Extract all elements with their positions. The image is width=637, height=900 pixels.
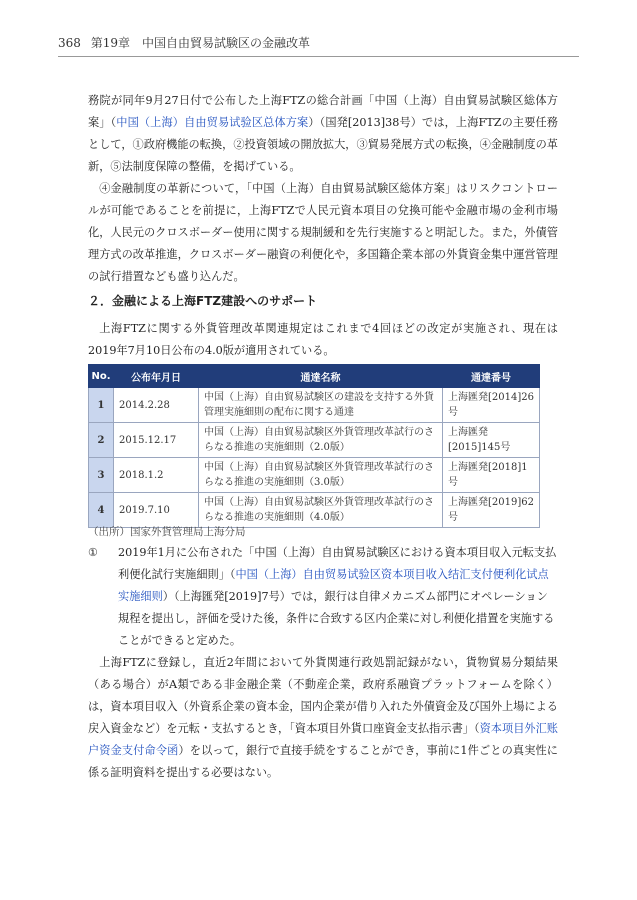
row-date: 2015.12.17	[114, 423, 199, 458]
paragraph-2: ④金融制度の革新について，「中国（上海）自由貿易試験区総体方案」はリスクコントロールが可能であることを前提に，上海FTZで人民元資本項目の兌換可能や金融市場の金利市場化，人民元のクロスボーダー使用に関する規制緩和を先行実施すると明記した。また，外債管理方式の改革推進，クロスボーダー融資の利便化や，多国籍企業本部の外貨資金集中運営管理の試行措置なども盛り込んだ。	[88, 182, 558, 283]
row-name: 中国（上海）自由貿易試験区の建設を支持する外貨管理実施細則の配布に関する通達	[199, 388, 443, 423]
row-number: 上海匯発[2018]1号	[443, 458, 540, 493]
row-number: 上海匯発[2019]62号	[443, 493, 540, 528]
col-header-date: 公布年月日	[114, 365, 199, 388]
row-number: 上海匯発[2014]26号	[443, 388, 540, 423]
row-no: 4	[89, 493, 114, 528]
row-date: 2018.1.2	[114, 458, 199, 493]
header-rule	[58, 56, 579, 57]
page-number: 368	[58, 36, 81, 50]
col-header-name: 通達名称	[199, 365, 443, 388]
paragraph-1: 務院が同年9月27日付で公布した上海FTZの総合計画「中国（上海）自由貿易試験区総体方案」（中国（上海）自由贸易试验区总体方案）（国発[2013]38号）では，上海FTZの主要任務として，①政府機能の転換，②投資領域の開放拡大，③貿易発展方式の転換，④金融制度の革新，⑤法制度保障の整備，を掲げている。	[88, 94, 558, 173]
row-name: 中国（上海）自由貿易試験区外貨管理改革試行のさらなる推進の実施細則（3.0版）	[199, 458, 443, 493]
table-row	[89, 423, 540, 458]
row-no: 3	[89, 458, 114, 493]
section-intro: 上海FTZに関する外貨管理改革関連規定はこれまで4回ほどの改定が実施され、現在は2019年7月10日公布の4.0版が適用されている。	[88, 322, 558, 357]
row-number: 上海匯発[2015]145号	[443, 423, 540, 458]
page-header	[58, 34, 310, 51]
table-row	[89, 458, 540, 493]
row-name: 中国（上海）自由貿易試験区外貨管理改革試行のさらなる推進の実施細則（4.0版）	[199, 493, 443, 528]
chinese-term: 资本项目外汇账户资金支付命令函	[88, 722, 558, 757]
table-row	[89, 388, 540, 423]
col-header-no: No.	[89, 365, 114, 388]
table-row	[89, 493, 540, 528]
chinese-term: 中国（上海）自由贸易试验区资本项目收入结汇支付便利化试点实施细则	[118, 568, 549, 603]
chapter-title: 第19章 中国自由貿易試験区の金融改革	[90, 36, 311, 50]
section-heading: ２．金融による上海FTZ建設へのサポート	[88, 294, 318, 308]
table-source: （出所）国家外貨管理局上海分局	[88, 526, 246, 538]
regulation-table	[88, 364, 540, 528]
row-date: 2014.2.28	[114, 388, 199, 423]
col-header-number: 通達番号	[443, 365, 540, 388]
table-header-row	[89, 365, 540, 388]
list-marker: ①	[88, 546, 99, 559]
row-no: 1	[89, 388, 114, 423]
row-no: 2	[89, 423, 114, 458]
paragraph-3: 上海FTZに登録し，直近2年間において外貨関連行政処罰記録がない，貨物貿易分類結果（ある場合）がA類である非金融企業（不動産企業，政府系融資プラットフォームを除く）は，資本項目収入（外資系企業の資本金，国内企業が借り入れた外債資金及び国外上場による戻入資金など）を元転・支払するとき，「資本項目外貨口座資金支払指示書」（资本项目外汇账户资金支付命令函）を以って，銀行で直接手続をすることができ，事前に1件ごとの真実性に係る証明資料を提出する必要はない。	[88, 656, 558, 779]
row-name: 中国（上海）自由貿易試験区外貨管理改革試行のさらなる推進の実施細則（2.0版）	[199, 423, 443, 458]
chinese-term: 中国（上海）自由贸易试验区总体方案	[116, 116, 309, 129]
list-item-1: ① 2019年1月に公布された「中国（上海）自由貿易試験区における資本項目収入元転支払利便化試行実施細則」（中国（上海）自由贸易试验区资本项目收入结汇支付便利化试点实施细则）（上海匯発[2019]7号）では，銀行は自律メカニズム部門にオペレーション規程を提出し，評価を受けた後，条件に合致する区内企業に対し利便化措置を実施することができると定めた。	[88, 542, 558, 652]
row-date: 2019.7.10	[114, 493, 199, 528]
